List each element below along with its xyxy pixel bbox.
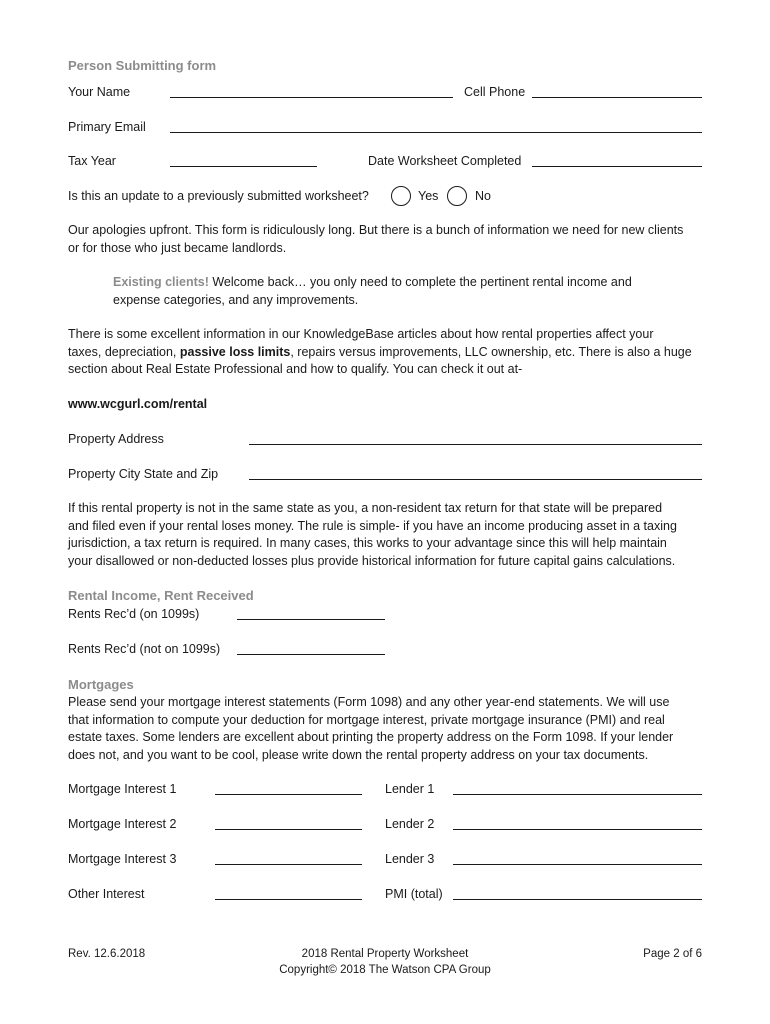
rents-1099-label: Rents Rec’d (on 1099s) xyxy=(68,607,200,621)
mortgage-interest-2-label: Mortgage Interest 2 xyxy=(68,817,177,831)
update-yes-radio[interactable] xyxy=(391,186,411,206)
footer-revision: Rev. 12.6.2018 xyxy=(68,948,146,960)
update-no-radio[interactable] xyxy=(447,186,467,206)
rents-not-1099-field[interactable] xyxy=(237,654,385,655)
cell-phone-field[interactable] xyxy=(532,97,702,98)
lender-1-label: Lender 1 xyxy=(385,782,435,796)
other-interest-label: Other Interest xyxy=(68,887,145,901)
knowledgebase-paragraph: There is some excellent information in our KnowledgeBase articles about how rental properties affect your taxes, depreciation, passive loss limits, repairs versus improvements, LLC ownership, etc. There is also a huge section about Real Estate Professional and how to qualify. You can check it out at- xyxy=(68,327,692,376)
nonresident-note-paragraph: If this rental property is not in the same state as you, a non-resident tax return for that state will be prepared and filed even if your rental loses money. The rule is simple- if you have an income producing asset in a taxing jurisdiction, a tax return is required. In many cases, this works to your advantage since this will help maintain your disallowed or non-deducted losses plus provide historical information for future capital gains calculations. xyxy=(68,501,677,568)
person-section-heading: Person Submitting form xyxy=(68,58,217,73)
existing-clients-emphasis: Existing clients! xyxy=(113,275,209,289)
footer-copyright: Copyright© 2018 The Watson CPA Group xyxy=(279,964,491,976)
mortgage-interest-2-field[interactable] xyxy=(215,829,362,830)
property-address-field[interactable] xyxy=(249,444,702,445)
lender-3-field[interactable] xyxy=(453,864,702,865)
mortgage-interest-1-label: Mortgage Interest 1 xyxy=(68,782,177,796)
primary-email-label: Primary Email xyxy=(68,120,146,134)
update-question: Is this an update to a previously submitted worksheet? xyxy=(68,189,369,203)
cell-phone-label: Cell Phone xyxy=(464,85,526,99)
lender-1-field[interactable] xyxy=(453,794,702,795)
lender-3-label: Lender 3 xyxy=(385,852,435,866)
footer-title: 2018 Rental Property Worksheet xyxy=(301,948,469,960)
date-completed-label: Date Worksheet Completed xyxy=(368,154,522,168)
your-name-label: Your Name xyxy=(68,85,131,99)
property-address-label: Property Address xyxy=(68,432,164,446)
pmi-total-label: PMI (total) xyxy=(385,887,443,901)
mortgage-interest-3-label: Mortgage Interest 3 xyxy=(68,852,177,866)
rents-1099-field[interactable] xyxy=(237,619,385,620)
primary-email-field[interactable] xyxy=(170,132,702,133)
property-city-field[interactable] xyxy=(249,479,702,480)
your-name-field[interactable] xyxy=(170,97,453,98)
property-city-label: Property City State and Zip xyxy=(68,467,219,481)
other-interest-field[interactable] xyxy=(215,899,362,900)
date-completed-field[interactable] xyxy=(532,166,702,167)
mortgage-interest-3-field[interactable] xyxy=(215,864,362,865)
mortgage-interest-1-field[interactable] xyxy=(215,794,362,795)
footer-page-number: Page 2 of 6 xyxy=(643,948,702,960)
tax-year-field[interactable] xyxy=(170,166,317,167)
update-yes-label: Yes xyxy=(418,189,439,203)
rental-link[interactable]: www.wcgurl.com/rental xyxy=(68,397,208,411)
pmi-total-field[interactable] xyxy=(453,899,702,900)
rents-not-1099-label: Rents Rec’d (not on 1099s) xyxy=(68,642,221,656)
mortgages-heading: Mortgages xyxy=(68,677,134,692)
mortgages-paragraph: Please send your mortgage interest statements (Form 1098) and any other year-end statements. We will use that information to compute your deduction for mortgage interest, private mortgage insurance (PMI) and real estate taxes. Some lenders are excellent about printing the property address on the Form 1098. If your lender does not, and you want to be cool, please write down the rental property address on your tax documents. xyxy=(68,695,674,762)
lender-2-field[interactable] xyxy=(453,829,702,830)
lender-2-label: Lender 2 xyxy=(385,817,435,831)
update-no-label: No xyxy=(475,189,491,203)
existing-clients-paragraph: Existing clients! Welcome back… you only need to complete the pertinent rental income and expense categories, and any improvements. xyxy=(113,275,632,307)
rental-income-heading: Rental Income, Rent Received xyxy=(68,588,254,603)
apology-paragraph: Our apologies upfront. This form is ridiculously long. But there is a bunch of information we need for new clients or for those who just became landlords. xyxy=(68,223,684,255)
tax-year-label: Tax Year xyxy=(68,154,116,168)
